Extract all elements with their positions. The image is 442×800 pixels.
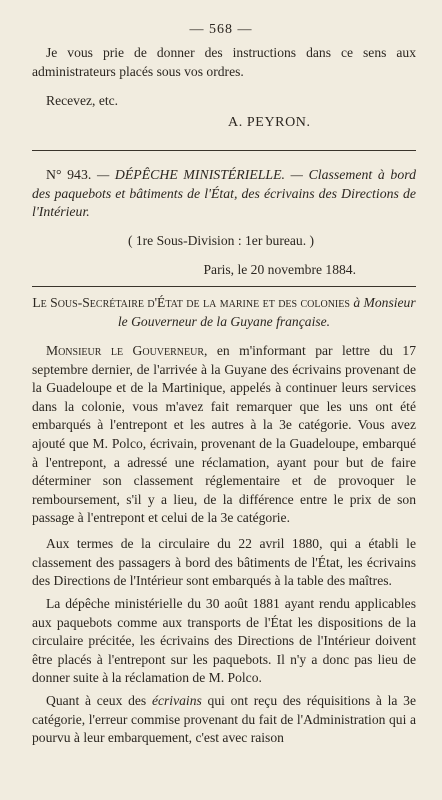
paragraph-1 [32, 342, 416, 528]
dispatch-heading [32, 166, 416, 222]
closing-formula: Recevez, etc. [46, 93, 119, 108]
dispatch-number: N° 943. [46, 167, 92, 182]
salutation: Monsieur le Gouverneur [46, 343, 205, 358]
subdivision-line: ( 1re Sous-Division : 1er bureau. ) [127, 233, 315, 248]
section-divider [32, 150, 416, 151]
dispatch-title: — DÉPÊCHE MINISTÉRIELLE. — Classement à bord des paquebots et bâtiments de l'État, des écrivains des Directions de l'Intérieur. [32, 167, 416, 220]
paragraph-4 [32, 692, 416, 748]
address-block [32, 294, 416, 331]
page-number: — 568 — [189, 22, 253, 37]
address-from: Le Sous-Secrétaire d'État de la marine et des colonies [32, 295, 350, 310]
signature: A. PEYRON. [228, 115, 311, 130]
address-to: à Monsieur le Gouverneur de la Guyane française. [117, 295, 416, 329]
paragraph-3: La dépêche ministérielle du 30 août 1881 ayant rendu applicables aux paquebots comme aux transports de l'État les dispositions de la circulaire précitée, les écrivains des Directions de l'Intérieur doivent être placés à l'entrepont sur les paquebots. Il n'y a donc pas lieu de donner suite à la réclamation de M. Polco. [32, 596, 416, 686]
paragraph-2: Aux termes de la circulaire du 22 avril 1880, qui a établi le classement des passagers à bord des bâtiments de l'État, les écrivains des Directions de l'Intérieur sont embarqués à la table des maîtres. [32, 536, 416, 589]
address-divider [32, 286, 416, 287]
paragraph-4-start: Quant à ceux des [46, 693, 152, 708]
intro-paragraph: Je vous prie de donner des instructions dans ce sens aux administrateurs placés sous vos ordres. [32, 45, 416, 79]
paragraph-1-body: , en m'informant par lettre du 17 septembre dernier, de l'arrivée à la Guyane des écrivains provenant de la Guadeloupe et de la Martinique, appelés à continuer leurs services dans la colonie, vous m'avez fait remarquer que les uns ont été embarqués à l'entrepont et les autres à la 3e catégorie. Vous avez ajouté que M. Polco, écrivain, provenant de la Guadeloupe, embarqué à l'entrepont, a adressé une réclamation, ayant pour but de faire déterminer son classement réglementaire et de provoquer le remboursement, s'il y a lieu, de la différence entre le prix de son passage à l'entrepont et celui de la 3e catégorie. [32, 343, 417, 526]
paragraph-4-emphasis: écrivains [151, 693, 202, 708]
dispatch-date: Paris, le 20 novembre 1884. [203, 262, 356, 277]
paragraph-4-end: qui ont reçu des réquisitions à la 3e catégorie, l'erreur commise provenant du fait de l'Administration qui a pourvu à leur embarquement, c'est avec raison [32, 693, 416, 746]
